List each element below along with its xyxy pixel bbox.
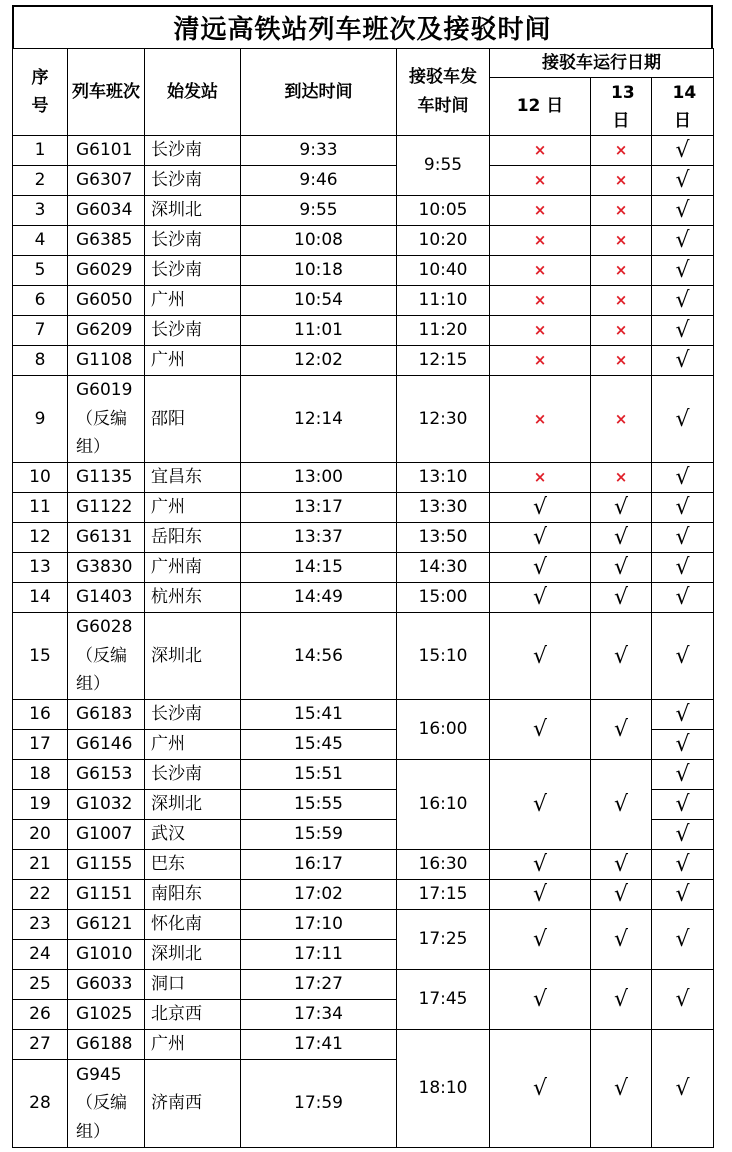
shuttle-time: 18:10 [397,1030,490,1148]
train-code [68,940,145,970]
col-header-day-14: 14 日 [652,78,714,136]
train-code [68,196,145,226]
arrival-time: 9:33 [241,136,397,166]
check-icon [490,493,591,523]
train-code-text: G6029 [76,260,133,281]
train-code [68,346,145,376]
train-code-text: G6209 [76,320,133,341]
check-icon [652,730,714,760]
origin-station: 广州南 [145,553,241,583]
origin-station: 广州 [145,346,241,376]
shuttle-time: 15:10 [397,613,490,700]
row-number: 1 [13,136,68,166]
check-icon [652,760,714,790]
check-icon [652,820,714,850]
not-running-icon [490,286,591,316]
arrival-time: 13:37 [241,523,397,553]
check-icon [652,493,714,523]
origin-station: 长沙南 [145,316,241,346]
not-running-icon [490,256,591,286]
shuttle-time: 17:25 [397,910,490,970]
origin-station: 广州 [145,730,241,760]
arrival-time: 14:56 [241,613,397,700]
row-number: 8 [13,346,68,376]
table-row [13,493,714,523]
train-code-text: G3830 [76,557,133,578]
schedule-body [13,136,714,1148]
table-row [13,523,714,553]
origin-station: 长沙南 [145,700,241,730]
train-code-text: G6034 [76,200,133,221]
table-row [13,613,714,700]
check-icon [652,376,714,463]
schedule-sheet [12,5,713,1148]
table-row [13,463,714,493]
origin-station: 邵阳 [145,376,241,463]
train-code [68,820,145,850]
row-number: 3 [13,196,68,226]
arrival-time: 17:34 [241,1000,397,1030]
col-header-day-13: 13 日 [591,78,652,136]
check-icon [490,910,591,970]
shuttle-time: 16:00 [397,700,490,760]
train-code [68,1060,145,1148]
train-code [68,850,145,880]
shuttle-time: 11:20 [397,316,490,346]
table-row [13,136,714,166]
origin-station: 巴东 [145,850,241,880]
not-running-icon [490,346,591,376]
row-number: 16 [13,700,68,730]
col-header-run-dates: 接驳车运行日期 [490,49,714,78]
arrival-time: 16:17 [241,850,397,880]
train-code [68,730,145,760]
check-icon [591,700,652,760]
train-code-text: G1135 [76,467,133,488]
check-icon [652,523,714,553]
train-code [68,790,145,820]
check-icon [591,760,652,850]
train-code [68,583,145,613]
not-running-icon [591,286,652,316]
check-icon [490,583,591,613]
arrival-time: 14:15 [241,553,397,583]
origin-station: 广州 [145,493,241,523]
train-code-text: G6153 [76,764,133,785]
train-code-text: G6385 [76,230,133,251]
check-icon [591,493,652,523]
arrival-time: 15:41 [241,700,397,730]
check-icon [652,790,714,820]
train-code [68,1030,145,1060]
check-icon [652,700,714,730]
not-running-icon [591,136,652,166]
shuttle-time: 9:55 [397,136,490,196]
train-code-text: G1032 [76,794,133,815]
train-code-text: G6019（反编组） [76,380,133,458]
table-row [13,226,714,256]
not-running-icon [490,196,591,226]
train-code-text: G6050 [76,290,133,311]
arrival-time: 17:27 [241,970,397,1000]
check-icon [652,256,714,286]
train-code [68,1000,145,1030]
check-icon [652,553,714,583]
shuttle-time: 16:10 [397,760,490,850]
not-running-icon [490,166,591,196]
train-code [68,166,145,196]
origin-station: 深圳北 [145,196,241,226]
not-running-icon [490,316,591,346]
row-number: 25 [13,970,68,1000]
table-row [13,316,714,346]
origin-station: 深圳北 [145,790,241,820]
check-icon [591,880,652,910]
row-number: 17 [13,730,68,760]
col-header-train: 列车班次 [68,49,145,136]
train-code-text: G6146 [76,734,133,755]
check-icon [652,1030,714,1148]
check-icon [591,523,652,553]
table-row [13,583,714,613]
origin-station: 长沙南 [145,760,241,790]
origin-station: 长沙南 [145,226,241,256]
check-icon [652,910,714,970]
train-code-text: G1403 [76,587,133,608]
row-number: 19 [13,790,68,820]
train-code [68,760,145,790]
train-code [68,316,145,346]
row-number: 24 [13,940,68,970]
origin-station: 深圳北 [145,940,241,970]
shuttle-time: 14:30 [397,553,490,583]
not-running-icon [490,376,591,463]
train-code-text: G6121 [76,914,133,935]
check-icon [652,850,714,880]
check-icon [652,166,714,196]
shuttle-time: 15:00 [397,583,490,613]
check-icon [490,970,591,1030]
origin-station: 长沙南 [145,166,241,196]
shuttle-time: 12:30 [397,376,490,463]
check-icon [490,613,591,700]
train-code [68,493,145,523]
origin-station: 怀化南 [145,910,241,940]
train-code [68,226,145,256]
arrival-time: 11:01 [241,316,397,346]
train-code [68,256,145,286]
origin-station: 岳阳东 [145,523,241,553]
check-icon [652,583,714,613]
arrival-time: 13:17 [241,493,397,523]
row-number: 6 [13,286,68,316]
not-running-icon [591,316,652,346]
check-icon [490,880,591,910]
table-row [13,700,714,730]
train-code [68,700,145,730]
table-row [13,166,714,196]
not-running-icon [490,226,591,256]
origin-station: 广州 [145,286,241,316]
not-running-icon [591,196,652,226]
train-code-text: G6131 [76,527,133,548]
shuttle-time: 13:10 [397,463,490,493]
col-header-arrival: 到达时间 [241,49,397,136]
train-code [68,286,145,316]
row-number: 18 [13,760,68,790]
check-icon [591,970,652,1030]
col-header-day-12: 12 日 [490,78,591,136]
table-row [13,970,714,1000]
row-number: 7 [13,316,68,346]
shuttle-time: 17:45 [397,970,490,1030]
origin-station: 北京西 [145,1000,241,1030]
shuttle-time: 11:10 [397,286,490,316]
train-code-text: G6028（反编组） [76,617,133,695]
not-running-icon [591,226,652,256]
train-code-text: G6033 [76,974,133,995]
table-row [13,196,714,226]
arrival-time: 15:55 [241,790,397,820]
not-running-icon [591,463,652,493]
arrival-time: 10:54 [241,286,397,316]
not-running-icon [490,463,591,493]
check-icon [591,583,652,613]
arrival-time: 15:45 [241,730,397,760]
row-number: 21 [13,850,68,880]
train-code-text: G945（反编组） [76,1064,127,1142]
train-code [68,970,145,1000]
check-icon [652,970,714,1030]
not-running-icon [591,256,652,286]
row-number: 22 [13,880,68,910]
train-code [68,613,145,700]
arrival-time: 13:00 [241,463,397,493]
row-number: 23 [13,910,68,940]
table-row [13,910,714,940]
train-code [68,463,145,493]
arrival-time: 12:14 [241,376,397,463]
check-icon [591,1030,652,1148]
not-running-icon [490,136,591,166]
origin-station: 洞口 [145,970,241,1000]
check-icon [591,850,652,880]
train-code-text: G6188 [76,1034,133,1055]
row-number: 9 [13,376,68,463]
train-code [68,553,145,583]
arrival-time: 12:02 [241,346,397,376]
check-icon [591,910,652,970]
check-icon [652,880,714,910]
arrival-time: 14:49 [241,583,397,613]
check-icon [591,613,652,700]
check-icon [652,286,714,316]
arrival-time: 17:41 [241,1030,397,1060]
shuttle-time: 17:15 [397,880,490,910]
not-running-icon [591,376,652,463]
table-row [13,850,714,880]
shuttle-time: 13:50 [397,523,490,553]
check-icon [490,553,591,583]
check-icon [652,226,714,256]
arrival-time: 9:46 [241,166,397,196]
row-number: 28 [13,1060,68,1148]
check-icon [490,850,591,880]
table-row [13,346,714,376]
page-title: 清远高铁站列车班次及接驳时间 [12,5,713,48]
table-row [13,880,714,910]
train-code [68,910,145,940]
row-number: 26 [13,1000,68,1030]
row-number: 4 [13,226,68,256]
origin-station: 武汉 [145,820,241,850]
train-code-text: G1122 [76,497,133,518]
train-code-text: G1025 [76,1004,133,1025]
row-number: 11 [13,493,68,523]
check-icon [652,346,714,376]
col-header-origin: 始发站 [145,49,241,136]
check-icon [490,700,591,760]
row-number: 12 [13,523,68,553]
table-row [13,553,714,583]
shuttle-time: 10:40 [397,256,490,286]
origin-station: 宜昌东 [145,463,241,493]
train-code-text: G1007 [76,824,133,845]
check-icon [652,196,714,226]
shuttle-time: 10:05 [397,196,490,226]
arrival-time: 15:59 [241,820,397,850]
table-row [13,376,714,463]
row-number: 15 [13,613,68,700]
row-number: 5 [13,256,68,286]
train-code-text: G1151 [76,884,133,905]
schedule-table [12,48,714,1148]
check-icon [652,613,714,700]
train-code-text: G6307 [76,170,133,191]
origin-station: 长沙南 [145,256,241,286]
check-icon [490,1030,591,1148]
train-code-text: G1108 [76,350,133,371]
check-icon [652,316,714,346]
arrival-time: 15:51 [241,760,397,790]
row-number: 27 [13,1030,68,1060]
shuttle-time: 16:30 [397,850,490,880]
arrival-time: 17:11 [241,940,397,970]
train-code-text: G6183 [76,704,133,725]
check-icon [652,136,714,166]
row-number: 13 [13,553,68,583]
arrival-time: 10:08 [241,226,397,256]
origin-station: 深圳北 [145,613,241,700]
table-row [13,760,714,790]
train-code [68,136,145,166]
not-running-icon [591,166,652,196]
train-code-text: G6101 [76,140,133,161]
check-icon [652,463,714,493]
train-code-text: G1010 [76,944,133,965]
row-number: 2 [13,166,68,196]
row-number: 14 [13,583,68,613]
arrival-time: 17:59 [241,1060,397,1148]
arrival-time: 17:10 [241,910,397,940]
check-icon [490,523,591,553]
table-row [13,256,714,286]
row-number: 10 [13,463,68,493]
not-running-icon [591,346,652,376]
origin-station: 济南西 [145,1060,241,1148]
check-icon [490,760,591,850]
arrival-time: 9:55 [241,196,397,226]
check-icon [591,553,652,583]
arrival-time: 17:02 [241,880,397,910]
col-header-shuttle: 接驳车发车时间 [397,49,490,136]
train-code [68,376,145,463]
arrival-time: 10:18 [241,256,397,286]
table-row [13,286,714,316]
shuttle-time: 13:30 [397,493,490,523]
train-code [68,880,145,910]
col-header-seq: 序号 [13,49,68,136]
origin-station: 南阳东 [145,880,241,910]
row-number: 20 [13,820,68,850]
table-row [13,1030,714,1060]
origin-station: 杭州东 [145,583,241,613]
origin-station: 长沙南 [145,136,241,166]
train-code [68,523,145,553]
shuttle-time: 10:20 [397,226,490,256]
shuttle-time: 12:15 [397,346,490,376]
origin-station: 广州 [145,1030,241,1060]
train-code-text: G1155 [76,854,133,875]
